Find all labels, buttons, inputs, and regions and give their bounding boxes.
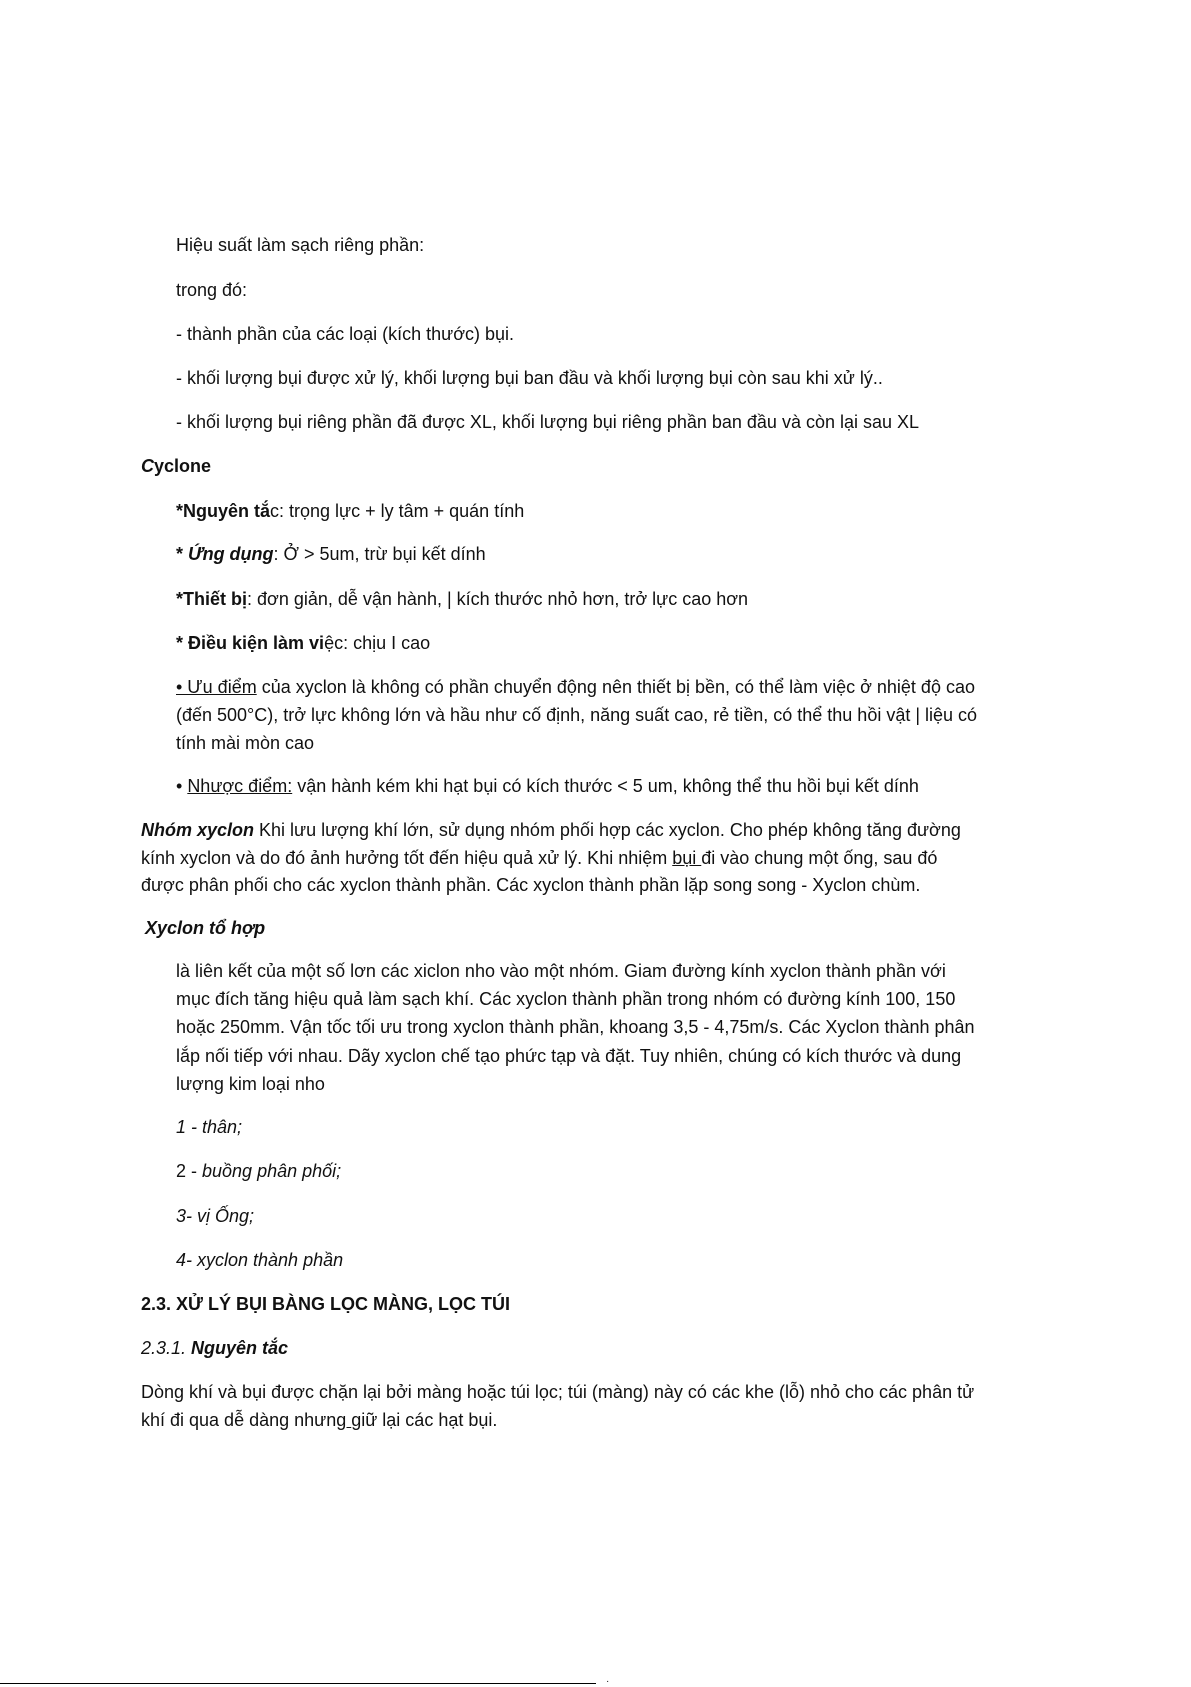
list-item: 1 - thân;: [176, 1117, 243, 1137]
combined-paragraph: hoặc 250mm. Vận tốc tối ưu trong xyclon thành phần, khoang 3,5 - 4,75m/s. Các Xyclon thành phân: [176, 1017, 975, 1037]
advantage-line: tính mài mòn cao: [176, 733, 315, 753]
principle-line: *Nguyên tắc: trọng lực + ly tâm + quán tính: [176, 501, 525, 521]
disadvantage-line: • Nhược điểm: vận hành kém khi hạt bụi có kích thước < 5 um, không thể thu hồi bụi kết dính: [176, 776, 919, 796]
footer-mark: ·: [606, 1676, 610, 1687]
section-body: khí đi qua dễ dàng nhưng giữ lại các hạt bụi.: [141, 1410, 498, 1430]
list-item: 3- vị Ống;: [176, 1206, 255, 1226]
text-line: - thành phần của các loại (kích thước) bụi.: [176, 324, 515, 344]
advantage-line: • Ưu điểm của xyclon là không có phần chuyển động nên thiết bị bền, có thể làm việc ở nhiệt độ cao: [176, 677, 975, 697]
text-line: - khối lượng bụi được xử lý, khối lượng bụi ban đầu và khối lượng bụi còn sau khi xử lý..: [176, 368, 883, 388]
text-line: trong đó:: [176, 280, 248, 300]
text-line: - khối lượng bụi riêng phần đã được XL, khối lượng bụi riêng phần ban đầu và còn lại sau XL: [176, 412, 920, 432]
condition-line: * Điều kiện làm việc: chịu I cao: [176, 633, 431, 653]
group-paragraph: được phân phối cho các xyclon thành phần. Các xyclon thành phần lặp song song - Xyclon chùm.: [141, 875, 921, 895]
cyclone-heading: Cyclone: [141, 456, 212, 476]
combined-heading: Xyclon tổ hợp: [145, 918, 266, 938]
device-line: *Thiết bị: đơn giản, dễ vận hành, | kích thước nhỏ hơn, trở lực cao hơn: [176, 589, 749, 609]
footer-divider: [0, 1683, 596, 1684]
combined-paragraph: mục đích tăng hiệu quả làm sạch khí. Các xyclon thành phần trong nhóm có đường kính 100, 150: [176, 989, 956, 1009]
section-body: Dòng khí và bụi được chặn lại bởi màng hoặc túi lọc; túi (màng) này có các khe (lỗ) nhỏ cho các phân tử: [141, 1382, 975, 1402]
combined-paragraph: là liên kết của một số lơn các xiclon nho vào một nhóm. Giam đường kính xyclon thành phần với: [176, 961, 946, 981]
section-title: 2.3. XỬ LÝ BỤI BÀNG LỌC MÀNG, LỌC TÚI: [141, 1294, 510, 1314]
combined-paragraph: lượng kim loại nho: [176, 1074, 325, 1094]
combined-paragraph: lắp nối tiếp với nhau. Dãy xyclon chế tạo phức tạp và đặt. Tuy nhiên, chúng có kích thước và dung: [176, 1046, 962, 1066]
subsection-title: 2.3.1. Nguyên tắc: [141, 1338, 289, 1358]
list-item: 2 - buồng phân phối;: [176, 1161, 342, 1181]
group-paragraph: Nhóm xyclon Khi lưu lượng khí lớn, sử dụng nhóm phối hợp các xyclon. Cho phép không tăng đường: [141, 820, 961, 840]
text-line: Hiệu suất làm sạch riêng phần:: [176, 235, 425, 255]
application-line: * Ứng dụng: Ở > 5um, trừ bụi kết dính: [176, 544, 486, 564]
group-paragraph: kính xyclon và do đó ảnh hưởng tốt đến hiệu quả xử lý. Khi nhiệm bụi đi vào chung một ống, sau đó: [141, 848, 938, 868]
list-item: 4- xyclon thành phần: [176, 1250, 344, 1270]
advantage-line: (đến 500°C), trở lực không lớn và hầu như cố định, năng suất cao, rẻ tiền, có thể thu hồi vật | liệu có: [176, 705, 978, 725]
